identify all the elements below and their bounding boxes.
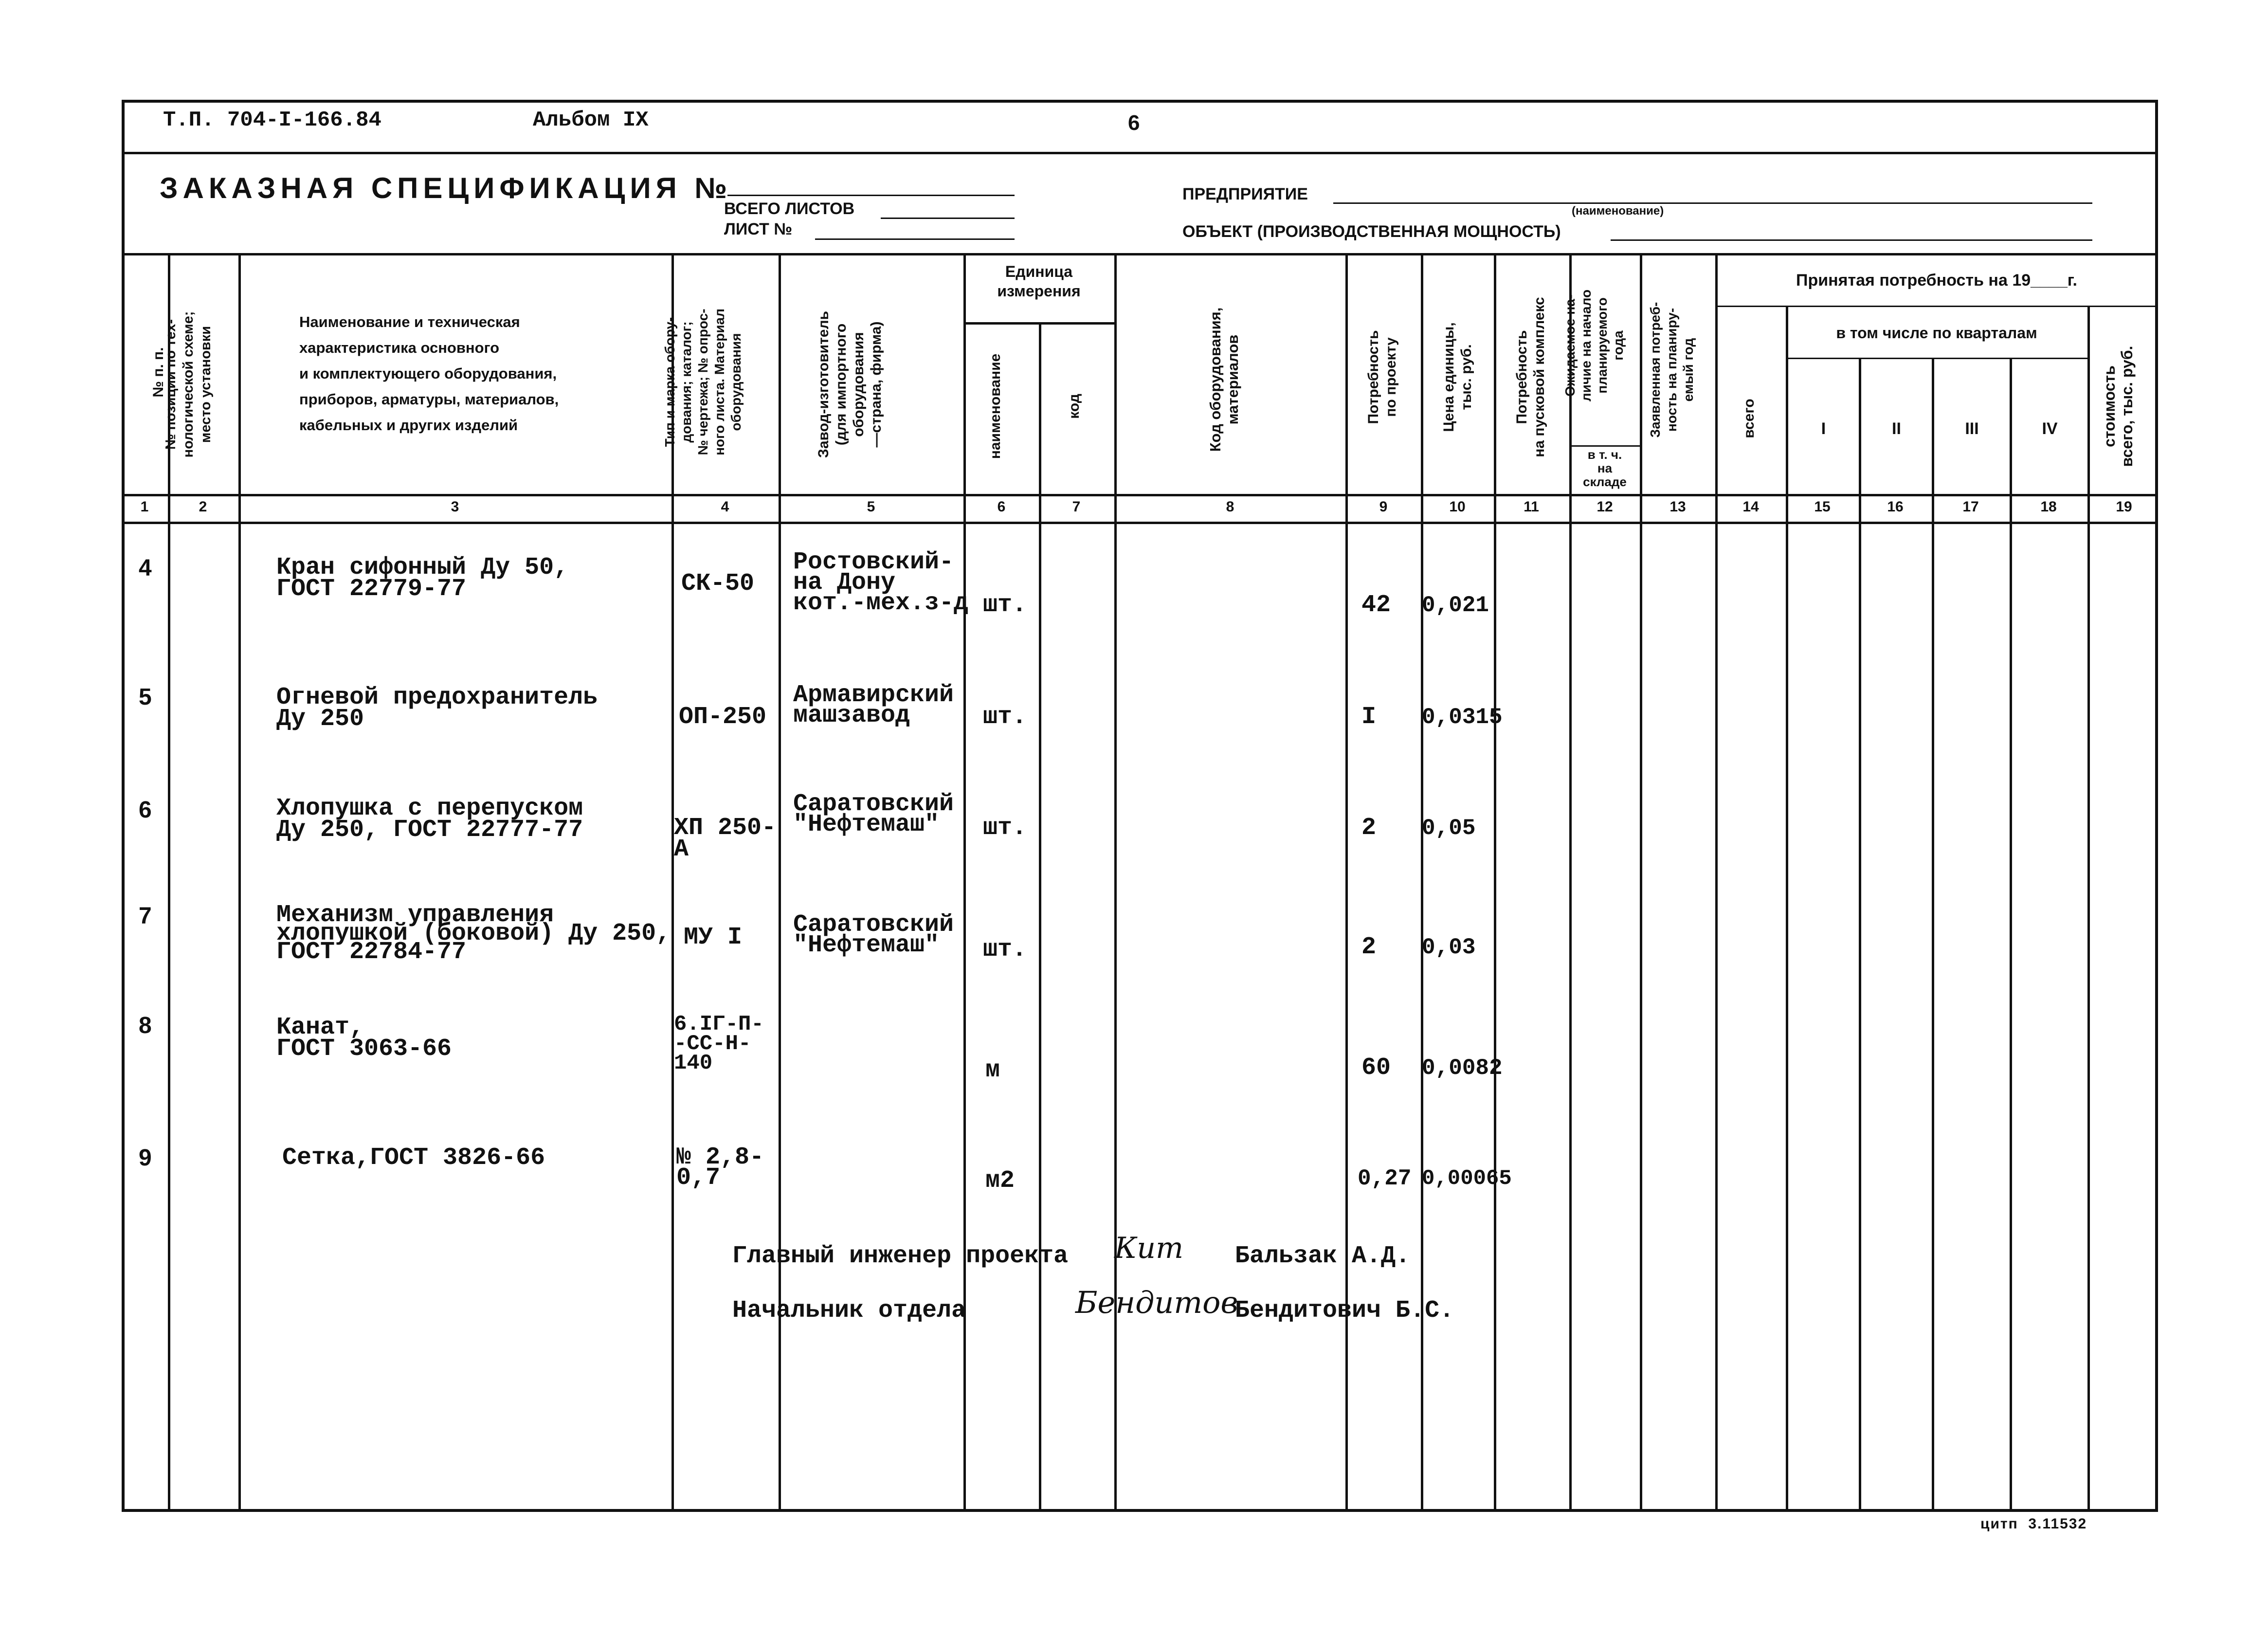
item-price: 0,0315: [1422, 705, 1503, 730]
row-number: 9: [139, 1145, 152, 1171]
col-11-header: Потребность на пусковой комплекс: [1514, 297, 1547, 457]
row-number: 6: [139, 797, 152, 823]
item-type: МУ I: [684, 924, 743, 951]
col-8-header: Код оборудования, материалов: [1207, 307, 1241, 452]
item-qty: 60: [1361, 1054, 1391, 1082]
item-unit: шт.: [983, 814, 1027, 842]
item-price: 0,00065: [1422, 1166, 1512, 1191]
item-price: 0,021: [1422, 593, 1489, 618]
col-number: 3: [451, 499, 459, 515]
document-title: ЗАКАЗНАЯ СПЕЦИФИКАЦИЯ №: [160, 172, 732, 204]
name-hint: (наименование): [1572, 204, 1664, 218]
item-maker: Ростовский- на Дону кот.-мех.з-д: [793, 548, 969, 617]
item-unit: м: [985, 1056, 1000, 1084]
item-unit: шт.: [983, 591, 1027, 619]
col-number: 6: [997, 499, 1006, 515]
col-2-header: № позиции по тех- нологической схеме; место установки: [163, 311, 214, 458]
col-number: 1: [140, 499, 149, 515]
page-number: 6: [1128, 111, 1140, 135]
enterprise-label: ПРЕДПРИЯТИЕ: [1182, 185, 1308, 203]
chief-engineer-name: Бальзак А.Д.: [1235, 1242, 1411, 1270]
total-sheets-label: ВСЕГО ЛИСТОВ: [724, 200, 855, 218]
item-name: Огневой предохранитель Ду 250: [276, 684, 598, 733]
col-number: 5: [867, 499, 875, 515]
accepted-header: Принятая потребность на 19____г.: [1796, 271, 2077, 290]
tp-number: Т.П. 704-I-166.84: [163, 108, 381, 132]
col-number: 13: [1669, 499, 1686, 515]
col-number: 12: [1597, 499, 1613, 515]
head-name: Бендитович Б.С.: [1235, 1297, 1454, 1325]
item-maker: Саратовский "Нефтемаш": [793, 911, 954, 959]
sheet-no-label: ЛИСТ №: [724, 220, 793, 238]
row-number: 8: [139, 1013, 152, 1038]
col-10-header: Цена единицы, тыс. руб.: [1441, 322, 1474, 432]
item-type: СК-50: [681, 570, 755, 598]
row-number: 7: [139, 903, 152, 929]
row-number: 4: [139, 555, 152, 581]
item-name: Канат, ГОСТ 3063-66: [276, 1014, 452, 1063]
col-5-header: Завод-изготовитель (для импортного оборудования —страна, фирма): [816, 311, 884, 458]
item-qty: I: [1361, 703, 1377, 731]
col-17-header: III: [1965, 419, 1979, 438]
col-4-header: Тип и марка обору- дования; каталог; № чертежа; № опрос- ного листа. Материал оборудования: [662, 309, 744, 455]
quarters-label: в том числе по кварталам: [1836, 324, 2037, 342]
item-type: ОП-250: [679, 703, 767, 731]
item-name: Механизм управления хлопушкой (боковой) Ду 250, ГОСТ 22784-77: [276, 901, 671, 966]
head-signature: Бендитов: [1075, 1285, 1238, 1320]
item-unit: шт.: [983, 703, 1027, 731]
chief-engineer-title: Главный инженер проекта: [732, 1242, 1069, 1270]
item-qty: 42: [1361, 591, 1391, 619]
col-6-header: наименование: [987, 353, 1003, 459]
footer-code: цитп 3.11532: [1980, 1516, 2087, 1532]
col-number: 4: [721, 499, 729, 515]
col-14-header: всего: [1741, 399, 1757, 438]
item-qty: 0,27: [1358, 1166, 1412, 1191]
col-number: 8: [1226, 499, 1234, 515]
col-number: 14: [1742, 499, 1759, 515]
col-12-header: Ожидаемое на- личие на начало планируемого года: [1562, 289, 1626, 402]
col-number: 19: [2116, 499, 2132, 515]
unit-group-header: Единица измерения: [997, 263, 1081, 300]
col-16-header: II: [1892, 419, 1901, 438]
item-unit: шт.: [983, 936, 1027, 963]
item-price: 0,03: [1422, 935, 1476, 960]
item-unit: м2: [985, 1167, 1015, 1195]
item-type: ХП 250- А: [674, 814, 777, 863]
item-name: Кран сифонный Ду 50, ГОСТ 22779-77: [276, 554, 569, 603]
item-qty: 2: [1361, 933, 1377, 961]
col-number: 9: [1379, 499, 1388, 515]
chief-signature: Кит: [1114, 1231, 1183, 1265]
album-label: Альбом IX: [533, 108, 649, 132]
col-number: 7: [1072, 499, 1081, 515]
col-1-header: № п. п.: [150, 347, 166, 398]
col-number: 17: [1962, 499, 1979, 515]
col-19-header: стоимость всего, тыс. руб.: [2101, 345, 2136, 467]
col-18-header: IV: [2042, 419, 2058, 438]
item-price: 0,05: [1422, 816, 1476, 841]
item-maker: Армавирский машзавод: [793, 681, 954, 729]
col-number: 16: [1887, 499, 1904, 515]
col-12-sub-header: в т. ч. на складе: [1583, 447, 1627, 489]
col-15-header: I: [1821, 419, 1826, 438]
item-maker: Саратовский "Нефтемаш": [793, 790, 954, 838]
head-title: Начальник отдела: [732, 1297, 966, 1325]
col-number: 18: [2040, 499, 2057, 515]
col-number: 10: [1449, 499, 1466, 515]
item-name: Сетка,ГОСТ 3826-66: [282, 1144, 545, 1172]
item-type: 6.IГ-П- -СС-Н- 140: [674, 1012, 764, 1075]
item-qty: 2: [1361, 814, 1377, 842]
item-type: № 2,8- 0,7: [676, 1144, 764, 1192]
col-number: 2: [199, 499, 207, 515]
col-13-header: Заявленная потреб- ность на планиру- емый год: [1648, 302, 1696, 438]
item-name: Хлопушка с перепуском Ду 250, ГОСТ 22777-77: [276, 795, 583, 844]
col-number: 11: [1524, 499, 1539, 515]
row-number: 5: [139, 684, 152, 710]
col-7-header: код: [1066, 394, 1082, 419]
col-number: 15: [1814, 499, 1831, 515]
col-9-header: Потребность по проекту: [1365, 330, 1399, 424]
item-price: 0,0082: [1422, 1055, 1503, 1081]
object-label: ОБЪЕКТ (ПРОИЗВОДСТВЕННАЯ МОЩНОСТЬ): [1182, 222, 1561, 241]
col-3-header: Наименование и техническая характеристика основного и комплектующего оборудования, приборов, арматуры, материалов, кабельных и других изделий: [299, 313, 559, 434]
